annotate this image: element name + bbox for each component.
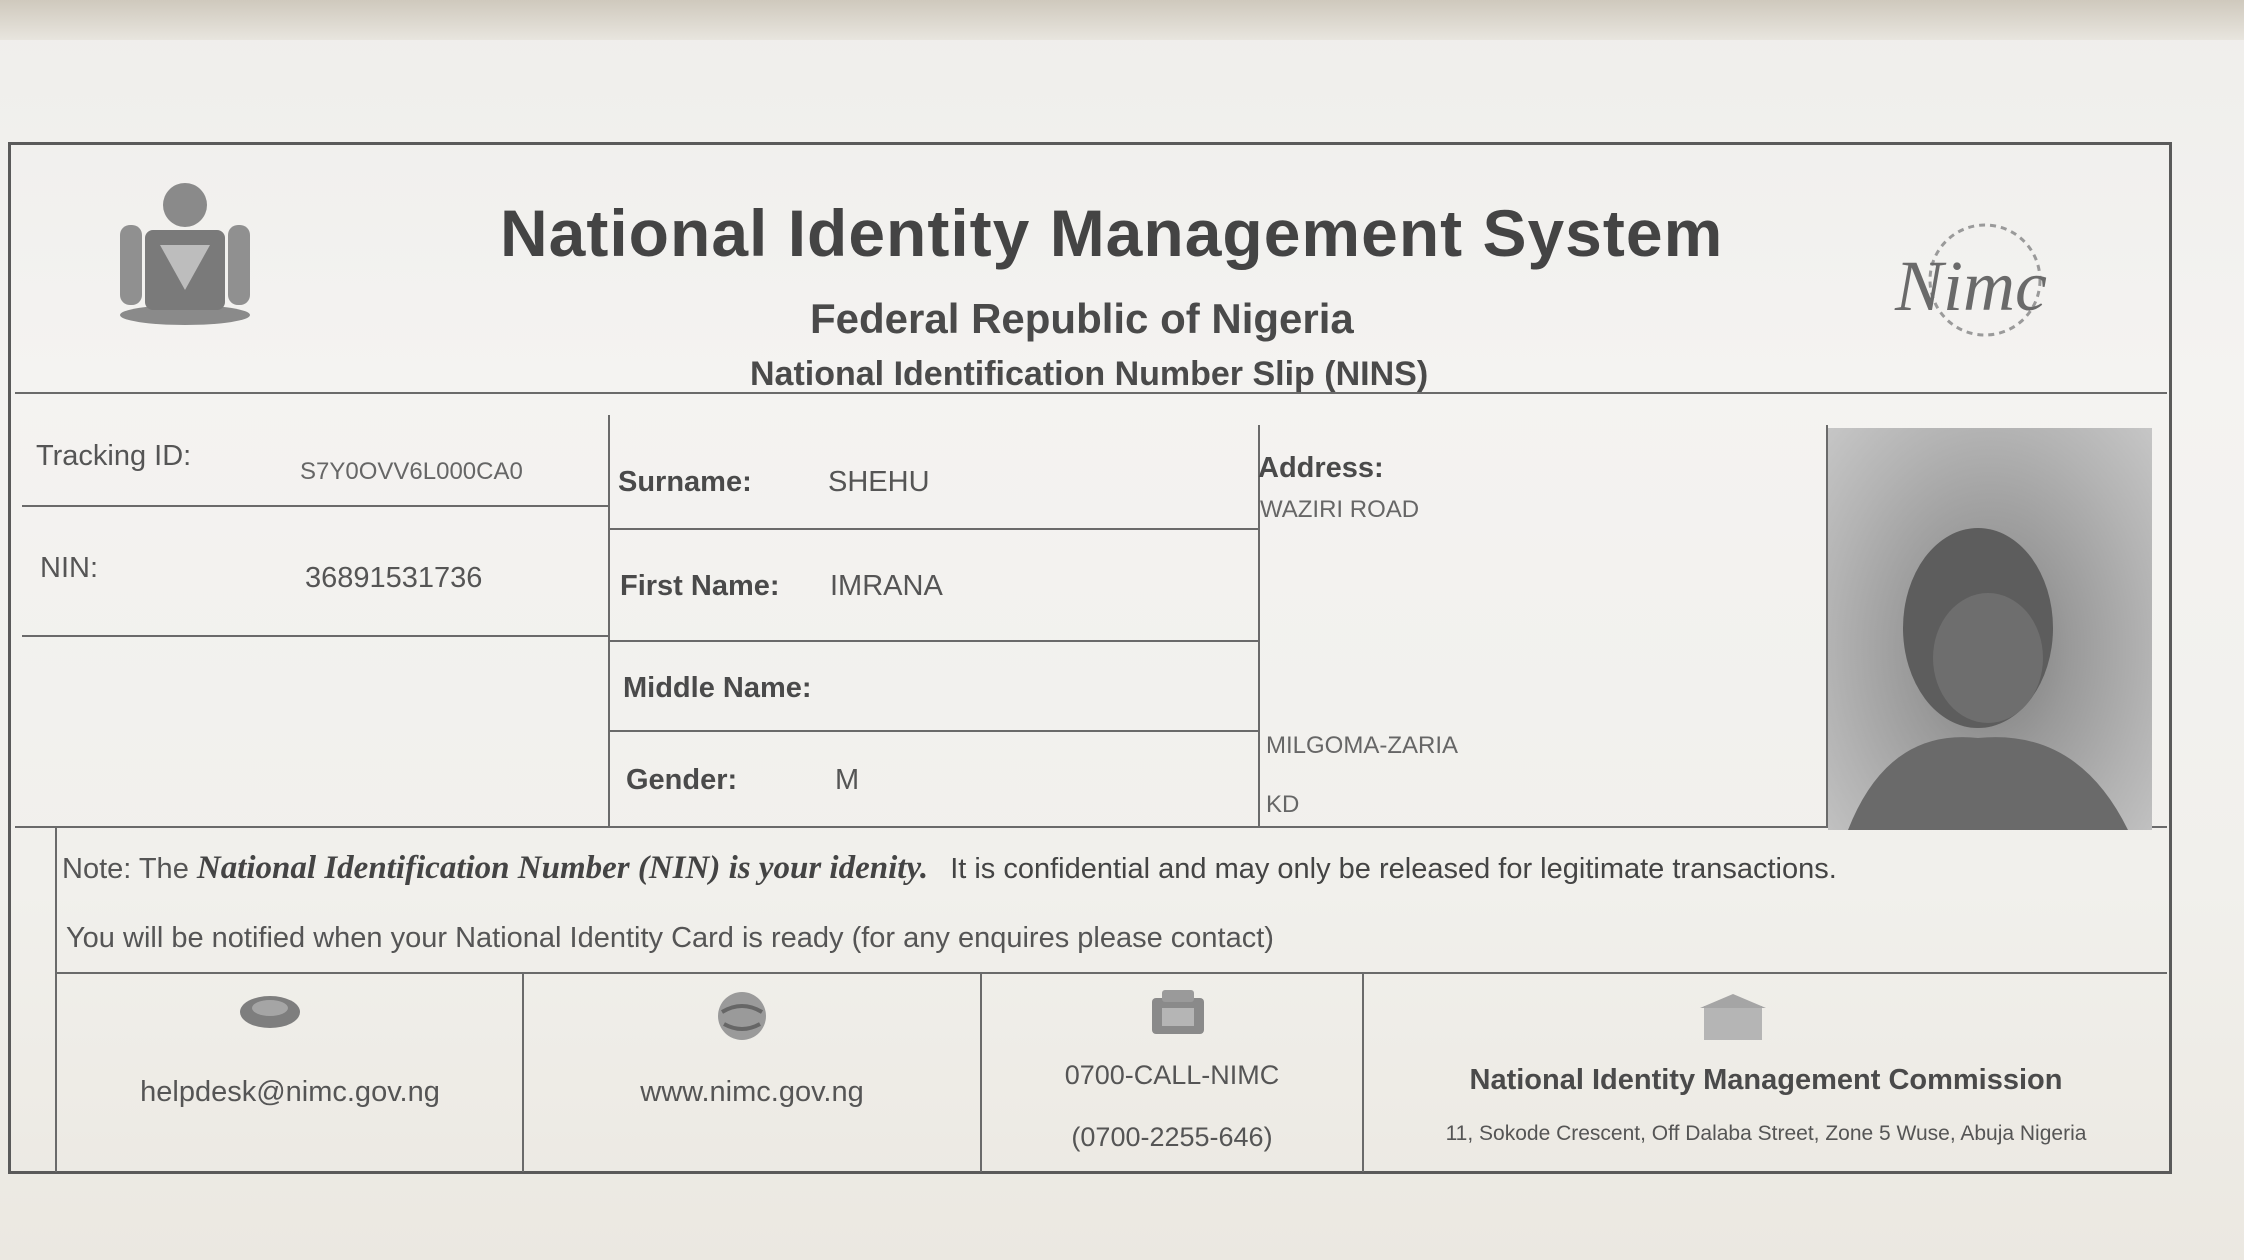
tracking-id-value: S7Y0OVV6L000CA0 — [300, 458, 523, 485]
nin-value: 36891531736 — [305, 562, 483, 594]
address-label: Address: — [1258, 452, 1384, 484]
address-line-2: MILGOMA-ZARIA — [1266, 732, 1459, 759]
note-prefix: Note: The — [62, 853, 189, 885]
paper-edge — [0, 0, 2244, 40]
slip-name: National Identification Number Slip (NINS) — [750, 355, 1429, 393]
divider — [55, 972, 2167, 974]
surname-value: SHEHU — [828, 466, 930, 498]
divider — [22, 505, 610, 507]
nin-label: NIN: — [40, 552, 98, 584]
nimc-logo-text: Nimc — [1895, 246, 2047, 326]
first-name-value: IMRANA — [830, 570, 943, 602]
note-line-2: You will be notified when your National Identity Card is ready (for any enquires please contact) — [66, 922, 1274, 954]
helpdesk-email[interactable]: helpdesk@nimc.gov.ng — [140, 1076, 440, 1108]
first-name-label: First Name: — [620, 570, 780, 602]
email-icon — [238, 990, 302, 1030]
divider — [980, 972, 982, 1172]
divider — [22, 635, 610, 637]
portrait-icon — [1828, 428, 2152, 830]
org-name: National Identity Management Commission — [1469, 1064, 2063, 1096]
country-subtitle: Federal Republic of Nigeria — [810, 295, 1354, 342]
divider — [1258, 425, 1260, 826]
holder-photo — [1828, 428, 2152, 830]
note-emphasis: National Identification Number (NIN) is your idenity. — [196, 850, 929, 886]
phone-number[interactable]: 0700-CALL-NIMC — [1064, 1060, 1280, 1090]
phone-icon — [1148, 988, 1208, 1038]
coat-of-arms-icon — [110, 170, 260, 330]
surname-label: Surname: — [618, 466, 752, 498]
gender-label: Gender: — [626, 764, 738, 796]
address-line-1: WAZIRI ROAD — [1260, 496, 1420, 523]
gender-value: M — [835, 764, 860, 796]
building-icon — [1698, 992, 1768, 1044]
divider — [55, 826, 57, 1172]
divider — [610, 730, 1260, 732]
page-title: National Identity Management System — [500, 196, 1724, 270]
note-rest: It is confidential and may only be released for legitimate transactions. — [950, 853, 1837, 885]
divider — [608, 415, 610, 826]
divider — [610, 640, 1260, 642]
divider — [1362, 972, 1364, 1172]
tracking-id-label: Tracking ID: — [36, 440, 192, 472]
middle-name-label: Middle Name: — [623, 672, 812, 704]
divider — [610, 528, 1260, 530]
note-line-1 — [62, 850, 1837, 887]
phone-number-digits: (0700-2255-646) — [1071, 1122, 1273, 1152]
website-link[interactable]: www.nimc.gov.ng — [640, 1076, 864, 1108]
address-line-3: KD — [1266, 791, 1300, 818]
globe-icon — [712, 990, 772, 1042]
divider — [522, 972, 524, 1172]
org-address: 11, Sokode Crescent, Off Dalaba Street, Zone 5 Wuse, Abuja Nigeria — [1445, 1122, 2087, 1145]
